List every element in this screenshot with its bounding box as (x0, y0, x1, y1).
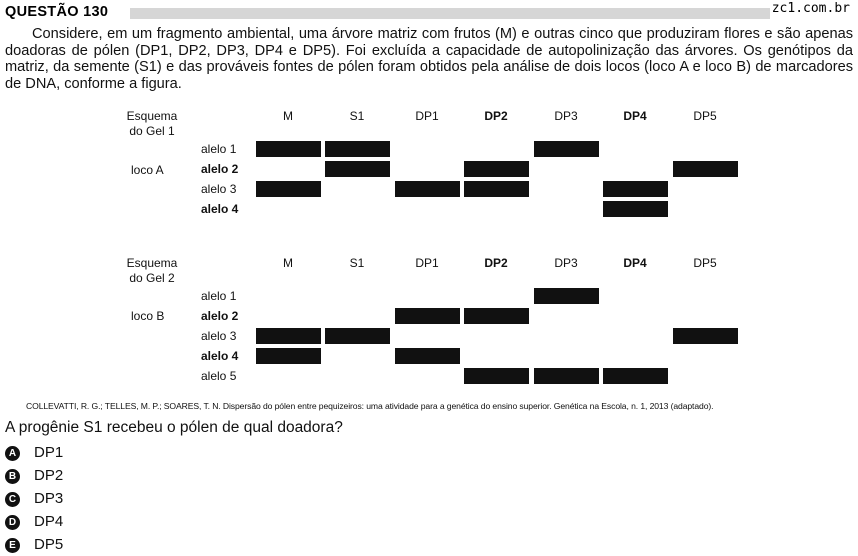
gel-band-s1-alelo-2 (325, 161, 390, 177)
gel-band-dp4-alelo-5 (603, 368, 668, 384)
gel-label (112, 109, 192, 139)
gel-band-dp2-alelo-2 (464, 308, 529, 324)
option-text: DP2 (34, 467, 64, 484)
lane-header-dp2: DP2 (484, 256, 508, 270)
lane-header-dp4: DP4 (623, 109, 647, 123)
question-text: A progênie S1 recebeu o pólen de qual doadora? (5, 419, 343, 436)
answer-option-e[interactable] (5, 536, 125, 556)
option-letter-badge: E (5, 538, 20, 553)
allele-label: alelo 5 (201, 369, 237, 383)
gel-band-dp5-alelo-3 (673, 328, 738, 344)
lane-header-m: M (283, 109, 293, 123)
figure-citation: COLLEVATTI, R. G.; TELLES, M. P.; SOARES, T. N. Dispersão do pólen entre pequizeiros: uma atividade para a genética do ensino superior. Genética na Escola, n. 1, 2013 (adaptado). (26, 401, 714, 411)
option-text: DP5 (34, 536, 64, 553)
lane-header-dp4: DP4 (623, 256, 647, 270)
lane-header-dp5: DP5 (693, 109, 717, 123)
gel-band-m-alelo-1 (256, 141, 321, 157)
gel-band-s1-alelo-3 (325, 328, 390, 344)
allele-label: alelo 1 (201, 142, 237, 156)
lane-header-dp5: DP5 (693, 256, 717, 270)
lane-header-dp2: DP2 (484, 109, 508, 123)
gel-band-dp4-alelo-3 (603, 181, 668, 197)
option-letter-badge: D (5, 515, 20, 530)
gel-band-s1-alelo-1 (325, 141, 390, 157)
gel-band-dp3-alelo-1 (534, 141, 599, 157)
allele-label: alelo 2 (201, 309, 239, 323)
gel-label-line2: do Gel 1 (129, 124, 175, 138)
header-bar (130, 8, 770, 19)
option-text: DP4 (34, 513, 64, 530)
answer-option-d[interactable] (5, 513, 125, 533)
option-letter-badge: C (5, 492, 20, 507)
answer-option-c[interactable] (5, 490, 125, 510)
gel-band-dp2-alelo-5 (464, 368, 529, 384)
question-title: QUESTÃO 130 (5, 4, 109, 20)
question-header (0, 0, 858, 22)
gel-band-m-alelo-3 (256, 328, 321, 344)
allele-label: alelo 3 (201, 182, 237, 196)
gel-band-m-alelo-3 (256, 181, 321, 197)
lane-header-s1: S1 (349, 109, 365, 123)
allele-label: alelo 3 (201, 329, 237, 343)
gel-band-dp1-alelo-3 (395, 181, 460, 197)
locus-label: loco B (131, 309, 165, 323)
lane-header-dp3: DP3 (554, 109, 578, 123)
answer-option-a[interactable] (5, 444, 125, 464)
lane-header-dp1: DP1 (415, 109, 439, 123)
gel-label-line2: do Gel 2 (129, 271, 175, 285)
gel-label (112, 256, 192, 286)
question-stem (5, 26, 853, 92)
gel-band-dp5-alelo-2 (673, 161, 738, 177)
gel-band-dp3-alelo-5 (534, 368, 599, 384)
allele-label: alelo 4 (201, 349, 239, 363)
gel-band-dp1-alelo-2 (395, 308, 460, 324)
lane-header-m: M (283, 256, 293, 270)
answer-option-b[interactable] (5, 467, 125, 487)
option-letter-badge: B (5, 469, 20, 484)
option-text: DP3 (34, 490, 64, 507)
lane-header-s1: S1 (349, 256, 365, 270)
allele-label: alelo 2 (201, 162, 239, 176)
gel-label-line1: Esquema (126, 256, 178, 270)
option-letter-badge: A (5, 446, 20, 461)
gel-band-dp2-alelo-3 (464, 181, 529, 197)
gel-band-dp4-alelo-4 (603, 201, 668, 217)
lane-header-dp1: DP1 (415, 256, 439, 270)
gel-band-dp1-alelo-4 (395, 348, 460, 364)
gel-band-m-alelo-4 (256, 348, 321, 364)
lane-header-dp3: DP3 (554, 256, 578, 270)
site-watermark: zc1.com.br (771, 1, 850, 16)
option-text: DP1 (34, 444, 64, 461)
allele-label: alelo 4 (201, 202, 239, 216)
gel-band-dp3-alelo-1 (534, 288, 599, 304)
allele-label: alelo 1 (201, 289, 237, 303)
gel-band-dp2-alelo-2 (464, 161, 529, 177)
stem-text: Considere, em um fragmento ambiental, uma árvore matriz com frutos (M) e outras cinco que produziram flores e são apenas doadoras de pólen (DP1, DP2, DP3, DP4 e DP5). Foi excluída a capacidade de autopolinização das árvores. Os genótipos da matriz, da semente (S1) e das prováveis fontes de pólen foram obtidos pela análise de dois locos (loco A e loco B) de marcadores de DNA, conforme a figura. (5, 26, 853, 92)
gel-label-line1: Esquema (126, 109, 178, 123)
locus-label: loco A (131, 163, 164, 177)
